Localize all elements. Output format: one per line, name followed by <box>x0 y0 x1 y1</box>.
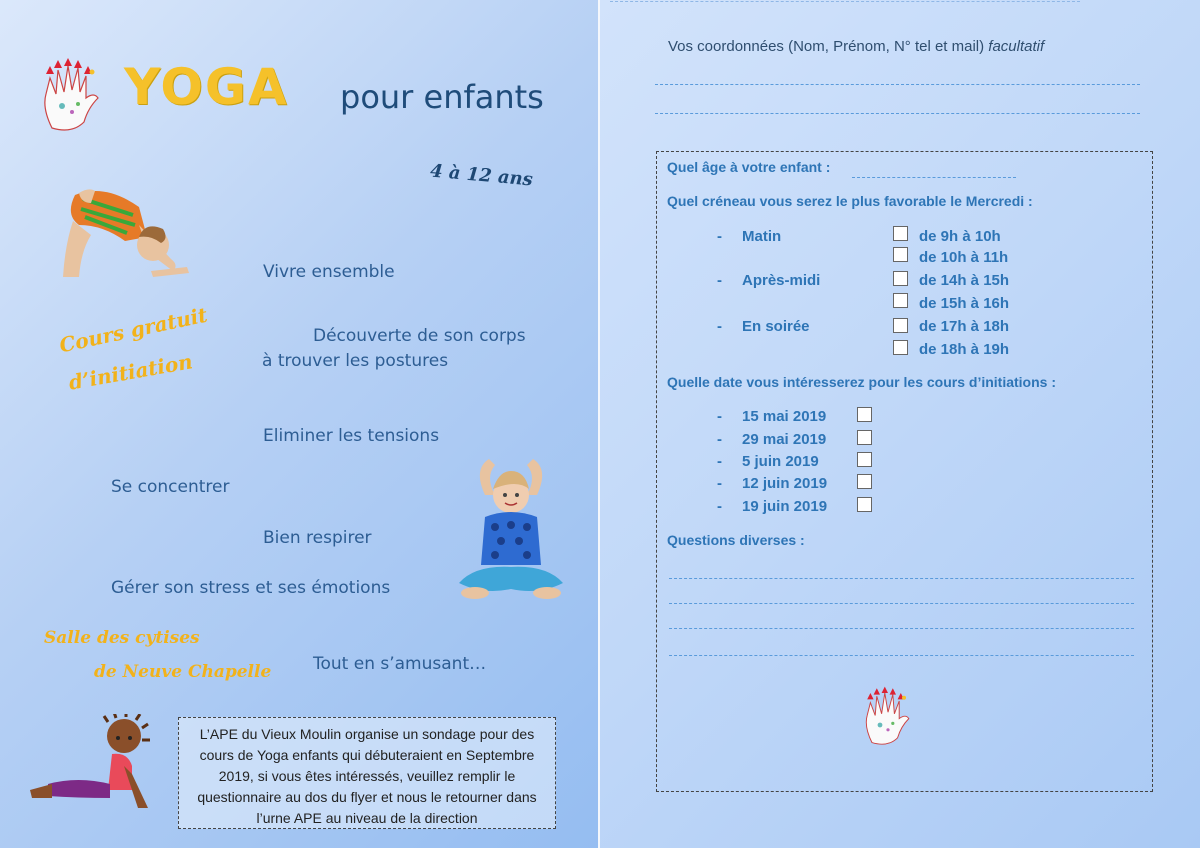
benefit-item: Eliminer les tensions <box>263 426 440 446</box>
slot-label-soiree: En soirée <box>742 318 810 335</box>
date-bullet: - <box>717 431 722 448</box>
checkbox-slot-9-10[interactable] <box>893 226 908 241</box>
promo-line-1: Cours gratuit <box>57 302 210 358</box>
slot-option: de 17h à 18h <box>919 318 1010 335</box>
age-answer-line[interactable] <box>852 177 1016 178</box>
coords-label <box>668 38 1044 55</box>
checkbox-date-29-mai[interactable] <box>857 430 872 445</box>
slot-bullet: - <box>717 228 722 245</box>
checkbox-date-12-juin[interactable] <box>857 474 872 489</box>
slot-bullet: - <box>717 272 722 289</box>
misc-answer-line-1[interactable] <box>669 578 1134 579</box>
question-dates: Quelle date vous intéresserez pour les cours d’initiations : <box>667 374 1056 390</box>
benefit-item: Se concentrer <box>111 477 230 497</box>
slot-option: de 9h à 10h <box>919 228 1001 245</box>
coords-label-text: Vos coordonnées (Nom, Prénom, N° tel et mail) <box>668 38 989 55</box>
question-slot: Quel créneau vous serez le plus favorable le Mercredi : <box>667 193 1033 209</box>
checkbox-date-15-mai[interactable] <box>857 407 872 422</box>
top-dashed-line <box>610 1 1080 2</box>
date-option: 19 juin 2019 <box>742 498 828 515</box>
hand-logo-icon <box>32 58 112 134</box>
benefit-item: Tout en s’amusant… <box>313 654 487 674</box>
benefit-item: à trouver les postures <box>262 351 449 371</box>
checkbox-slot-17-18[interactable] <box>893 318 908 333</box>
date-option: 12 juin 2019 <box>742 475 828 492</box>
flyer-front <box>0 0 598 848</box>
question-age: Quel âge à votre enfant : <box>667 159 831 175</box>
coords-line-2[interactable] <box>655 113 1140 114</box>
misc-answer-line-3[interactable] <box>669 628 1134 629</box>
misc-answer-line-4[interactable] <box>669 655 1134 656</box>
slot-label-matin: Matin <box>742 228 782 245</box>
slot-option: de 15h à 16h <box>919 295 1010 312</box>
date-bullet: - <box>717 408 722 425</box>
coords-optional-text: facultatif <box>988 38 1045 55</box>
checkbox-slot-15-16[interactable] <box>893 293 908 308</box>
benefit-item: Gérer son stress et ses émotions <box>111 578 391 598</box>
benefit-item: Vivre ensemble <box>263 262 395 282</box>
checkbox-date-5-juin[interactable] <box>857 452 872 467</box>
coords-line-1[interactable] <box>655 84 1140 85</box>
child-downward-dog-illustration <box>55 185 197 285</box>
survey-notice: L’APE du Vieux Moulin organise un sondage pour des cours de Yoga enfants qui débuteraient en Septembre 2019, si vous êtes intéressés, veuillez remplir le questionnaire au dos du flyer et nous le retourner dans l’urne APE au niveau de la direction <box>178 717 556 829</box>
slot-option: de 14h à 15h <box>919 272 1010 289</box>
date-bullet: - <box>717 453 722 470</box>
date-bullet: - <box>717 475 722 492</box>
checkbox-date-19-juin[interactable] <box>857 497 872 512</box>
venue-line-1: Salle des cytises <box>44 628 200 648</box>
child-lotus-illustration <box>455 455 567 605</box>
child-cobra-illustration <box>28 714 158 814</box>
slot-bullet: - <box>717 318 722 335</box>
benefit-item: Découverte de son corps <box>313 326 526 346</box>
question-misc: Questions diverses : <box>667 532 805 548</box>
date-option: 5 juin 2019 <box>742 453 819 470</box>
date-option: 15 mai 2019 <box>742 408 827 425</box>
flyer-title: YOGA <box>124 58 289 116</box>
age-range: 4 à 12 ans <box>429 160 534 191</box>
checkbox-slot-18-19[interactable] <box>893 340 908 355</box>
flyer-subtitle: pour enfants <box>340 78 544 116</box>
venue-line-2: de Neuve Chapelle <box>94 662 272 682</box>
slot-option: de 10h à 11h <box>919 249 1009 266</box>
promo-line-2: d’initiation <box>66 349 195 395</box>
checkbox-slot-14-15[interactable] <box>893 271 908 286</box>
date-option: 29 mai 2019 <box>742 431 827 448</box>
slot-label-apres-midi: Après-midi <box>742 272 821 289</box>
date-bullet: - <box>717 498 722 515</box>
slot-option: de 18h à 19h <box>919 341 1010 358</box>
misc-answer-line-2[interactable] <box>669 603 1134 604</box>
checkbox-slot-10-11[interactable] <box>893 247 908 262</box>
benefit-item: Bien respirer <box>263 528 372 548</box>
hand-logo-icon <box>856 685 920 749</box>
